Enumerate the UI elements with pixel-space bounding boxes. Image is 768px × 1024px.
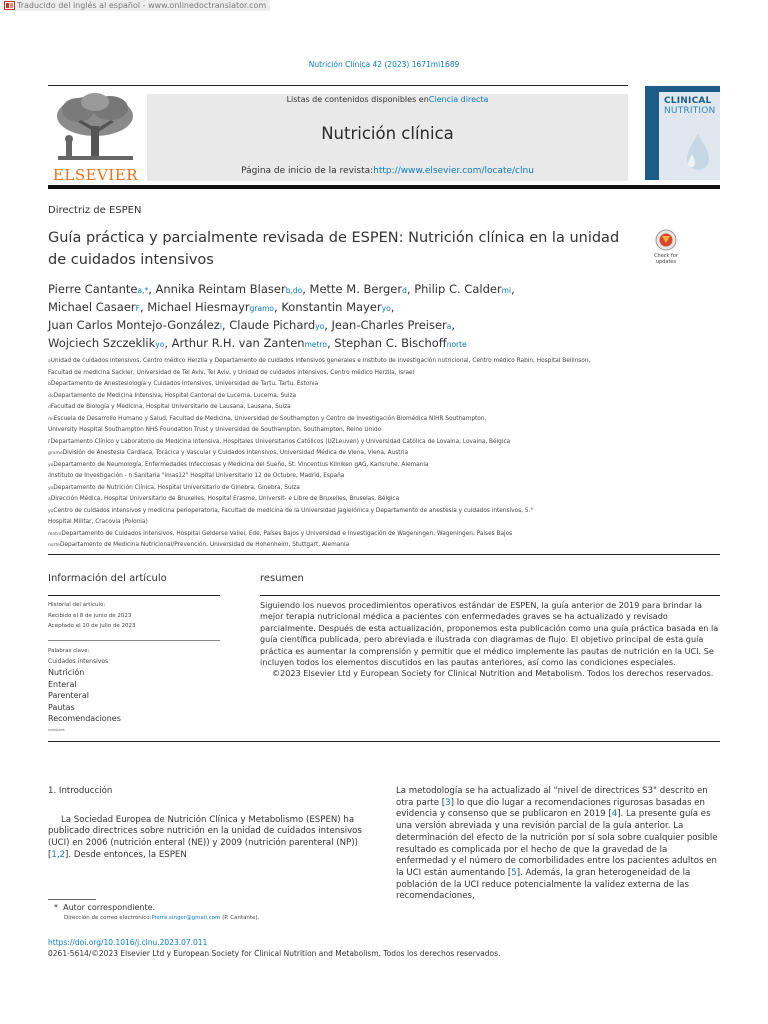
abstract-rule: [260, 595, 720, 596]
author-entry: [156, 282, 310, 296]
affiliation-text: Departamento de Anestesiología y Cuidados Intensivos, Universidad de Tartu, Tartu, Estonia: [50, 381, 319, 387]
affiliation-text: Dirección Médica, Hospital Universitario de Bruxelles, Hospital Erasme, Universit- e Libre de Bruxelles, Bruselas, Bélgica: [50, 496, 400, 502]
author-separator: ,: [139, 300, 148, 314]
keyword-item: Recomendaciones: [48, 714, 121, 723]
author-separator: ,: [511, 282, 515, 296]
abstract-body: [260, 600, 722, 680]
author-affiliation-mark[interactable]: a,*: [137, 286, 149, 295]
affiliation-text: Facultad de Biología y Medicina, Hospital Universitario de Lausana, Lausana, Suiza: [50, 404, 291, 410]
author-separator: ,: [406, 282, 415, 296]
author-affiliation-mark[interactable]: F: [135, 304, 140, 313]
author-name[interactable]: Jean-Charles Preiser: [331, 318, 447, 332]
author-separator: ,: [148, 282, 156, 296]
reference-link[interactable]: 2: [59, 849, 66, 860]
body-column-right: [396, 786, 720, 903]
journal-masthead: [147, 94, 628, 181]
author-entry: [172, 336, 335, 350]
author-entry: [332, 318, 456, 332]
affiliation-mark: mi: [48, 416, 54, 422]
text-run: ]. Además, la gran heterogeneidad de la población de la UCI reduce potencialmente la validez externa de las recomendaciones,: [396, 867, 691, 902]
affiliation-text: Hospital Militar, Cracovia (Polonia): [48, 519, 148, 525]
text-run: ]. La presente guía es una versión abreviada y una revisión parcial de la guía anterior. La determinación del efecto de la nutrición por sí sola sobre cualquier posible resultado es complicada por el hecho de que la gravedad de la enfermedad y el número de comorbilidades entre los pacientes adultos en la UCI están aumentando [: [396, 809, 718, 878]
affiliation-mark: a: [48, 359, 51, 364]
affiliation-text: Departamento de Nutrición Clínica, Hospital Universitario de Ginebra, Ginebra, Suiza: [53, 484, 300, 491]
affiliation-text: Unidad de cuidados intensivos, Centro médico Herzlia y Departamento de cuidados intensivos generales e Instituto de investigación nutricional, Centro médico Rabin, Hospital Beilinson,: [50, 358, 591, 364]
affiliation-mark: yo: [48, 485, 54, 491]
affiliation-text: Centro de cuidados intensivos y medicina perioperatoria, Facultad de medicina de la Universidad Jagielónica y Departamento de anestesia y cuidados intensivos, 5.°: [53, 507, 534, 514]
article-history: [48, 600, 136, 632]
keyword-item: Nutrición: [48, 668, 85, 677]
affiliation-item: [48, 425, 618, 437]
affiliation-item: [48, 460, 618, 472]
affiliation-mark: a: [48, 497, 51, 502]
text-run: ,: [56, 849, 60, 860]
affiliation-item: [48, 356, 618, 368]
author-entry: [310, 282, 415, 296]
affiliation-text: Departamento de Medicina Nutricional/Prevención, Universidad de Hohenheim, Stuttgart, Alemania: [60, 542, 350, 548]
issn-copyright-line: 0261-5614/©2023 Elsevier Ltd y European Society for Clinical Nutrition and Metabolism. Todos los derechos reservados.: [48, 949, 501, 958]
affiliation-item: [48, 506, 618, 518]
affiliation-mark: gramo: [48, 451, 63, 456]
abstract-heading: resumen: [260, 573, 304, 584]
keywords-label: Palabras clave:: [48, 648, 90, 654]
keywords-tail: nombres: [48, 726, 65, 732]
author-entry: [48, 282, 156, 296]
author-separator: ,: [326, 336, 335, 350]
affiliation-item: [48, 402, 618, 414]
affiliation-item: [48, 414, 618, 426]
text-run: La Sociedad Europea de Nutrición Clínica y Metabolismo (ESPEN) ha publicado directrices sobre nutrición en la unidad de cuidados intensivos (UCI) en 2006 (nutrición enteral (NE)) y 2009 (nutrición parenteral (NP)) [: [48, 814, 362, 860]
publisher-wordmark: ELSEVIER: [52, 166, 139, 184]
translation-banner[interactable]: [2, 0, 270, 11]
publisher-logo: [48, 92, 143, 184]
author-separator: ,: [274, 300, 282, 314]
cover-title-line1: CLINICAL: [664, 96, 712, 106]
check-updates-label: Check for updates: [654, 253, 678, 265]
author-entry: [334, 336, 466, 350]
tree-logo-icon: [48, 92, 143, 164]
author-list: [48, 281, 668, 353]
author-entry: [229, 318, 331, 332]
affiliation-item: [48, 379, 618, 391]
author-affiliation-mark[interactable]: i: [219, 322, 222, 331]
keyword-list: [48, 667, 121, 725]
abstract-copyright: ©2023 Elsevier Ltd y European Society for Clinical Nutrition and Metabolism. Todos los derechos reservados.: [272, 668, 714, 679]
author-name[interactable]: Michael Casaer: [48, 300, 136, 314]
author-name[interactable]: Michael Hiesmayr: [147, 300, 250, 314]
keyword-item: Pautas: [48, 702, 75, 712]
affiliation-item: [48, 517, 618, 529]
front-matter-rule: [48, 554, 720, 555]
body-column-left: [48, 786, 372, 862]
affiliation-mark: yo: [48, 462, 54, 468]
text-run: ] lo que dio lugar a recomendaciones rigurosas basadas en evidencia y consenso que se publicaron en 2019 [: [396, 797, 705, 820]
reference-link[interactable]: 1: [51, 849, 57, 860]
author-affiliation-mark[interactable]: yo: [315, 322, 325, 331]
correspondence-label: Autor correspondiente.: [63, 903, 156, 912]
author-name[interactable]: Pierre Cantante: [48, 282, 138, 296]
author-name[interactable]: Mette M. Berger: [309, 282, 403, 296]
author-name[interactable]: Arthur R.H. van Zanten: [171, 336, 305, 350]
affiliation-text: Escuela de Desarrollo Humano y Salud, Facultad de Medicina, Universidad de Southampton y Centro de Investigación Biomédica NIHR Southampton,: [53, 415, 487, 422]
doi-link[interactable]: https://doi.org/10.1016/j.clnu.2023.07.011: [48, 938, 208, 947]
intro-paragraph-left: [48, 815, 372, 862]
affiliation-item: [48, 483, 618, 495]
affiliation-text: Departamento de Medicina Intensiva, Hospital Cantonal de Lucerna, Lucerna, Suiza: [53, 392, 297, 399]
author-separator: ,: [164, 336, 172, 350]
reference-link[interactable]: 3: [445, 797, 451, 808]
affiliation-text: División de Anestesia Cardíaca, Torácica y Vascular y Cuidados Intensivos, Universidad Médica de Viena, Viena, Austria: [62, 450, 409, 456]
affiliation-mark: i: [48, 474, 50, 479]
affiliation-item: [48, 437, 618, 449]
front-matter-bottom-rule: [48, 741, 720, 742]
text-run: ]. Desde entonces, la ESPEN: [65, 849, 187, 860]
reference-link[interactable]: 5: [511, 867, 517, 878]
affiliation-item: [48, 540, 618, 552]
contents-prefix: Listas de contenidos disponibles en: [286, 95, 429, 104]
author-name[interactable]: Konstantin Mayer: [281, 300, 382, 314]
author-name[interactable]: Philip C. Calder: [414, 282, 502, 296]
translation-banner-text: Traducido del inglés al español - www.onlinedoctranslator.com: [17, 1, 267, 10]
author-email-link[interactable]: Pierre.singer@gmail.com: [151, 915, 221, 921]
journal-cover-thumbnail[interactable]: [645, 86, 720, 180]
reference-link[interactable]: 4: [611, 809, 618, 820]
affiliation-text: University Hospital Southampton NHS Foundation Trust y Universidad de Southampton, Southampton, Reino Unido: [48, 427, 382, 433]
masthead-rule: [48, 85, 628, 86]
abstract-paragraph: Siguiendo los nuevos procedimientos operativos estándar de ESPEN, la guía anterior de 2019 para brindar la mejor terapia nutricional médica a pacientes con enfermedades graves se ha actualizado y revisado parcialmente. Después de esta actualización, proponemos esta publicación como una guía práctica basada en la guía científica publicada, pero abreviada e ilustrada con diagramas de flujo. El objetivo principal de esta guía práctica es aumentar la comprensión y permitir que el médico implemente las pautas de nutrición en la UCI. Se incluyen todos los elementos discutidos en las pautas anteriores, así como las condiciones especiales.: [260, 600, 719, 668]
author-affiliation-mark[interactable]: d: [402, 286, 407, 295]
author-entry: [414, 282, 515, 296]
author-separator: ,: [221, 318, 230, 332]
email-footnote: [64, 915, 259, 921]
author-separator: ,: [451, 318, 456, 332]
author-separator: ,: [302, 282, 310, 296]
affiliation-mark: F: [48, 439, 51, 445]
affiliation-text: Instituto de Investigación - n Sanitaria "imas12" Hospital Universitario 12 de Octubre, Madrid, España: [49, 473, 345, 479]
author-affiliation-mark[interactable]: norte: [446, 340, 467, 349]
article-info-rule: [48, 595, 220, 596]
affiliation-mark: d: [48, 405, 51, 410]
author-entry: [48, 336, 172, 350]
keyword-first: Cuidados intensivos: [48, 657, 109, 665]
accepted-date: Aceptado el 10 de julio de 2023: [48, 623, 136, 629]
journal-citation[interactable]: Nutrición Clínica 42 (2023) 1671mi1689: [308, 60, 460, 69]
text-run: La metodología se ha actualizado al "nivel de directrices S3" descrito en otra parte [: [396, 786, 708, 808]
author-entry: [48, 318, 229, 332]
keyword-item: Enteral: [48, 679, 77, 689]
intro-paragraph-right: [396, 786, 720, 903]
author-affiliation-mark[interactable]: a: [446, 322, 452, 331]
article-info-heading: Información del artículo: [48, 573, 167, 584]
journal-homepage-link[interactable]: http://www.elsevier.com/locate/clnu: [373, 166, 534, 176]
article-info-divider: [48, 640, 220, 641]
affiliation-item: [48, 494, 618, 506]
affiliation-item: [48, 448, 618, 460]
affiliation-text: Departamento de Cuidados Intensivos, Hospital Gelderse Vallei, Ede, Países Bajos y Universidad e Investigación de Wageningen, Wageningen, Países Bajos: [61, 530, 513, 537]
cover-droplets-icon: [683, 132, 713, 172]
translate-icon: [4, 1, 15, 10]
email-suffix: (P. Cantante).: [222, 915, 260, 921]
author-name[interactable]: Annika Reintam Blaser: [155, 282, 286, 296]
article-type: Directriz de ESPEN: [48, 205, 142, 216]
homepage-line: [147, 166, 628, 176]
author-entry: [281, 300, 394, 314]
author-entry: [147, 300, 281, 314]
section-heading: 1. Introducción: [48, 786, 113, 796]
author-separator: ,: [324, 318, 332, 332]
affiliation-mark: b: [48, 382, 51, 387]
author-name[interactable]: Wojciech Szczeklik: [48, 336, 156, 350]
author-affiliation-mark[interactable]: b,do: [285, 286, 303, 295]
affiliation-mark: metro: [48, 531, 62, 537]
affiliation-item: [48, 391, 618, 403]
affiliation-item: [48, 471, 618, 483]
keywords-block: [48, 646, 121, 734]
email-label: Dirección de correo electrónico:: [64, 915, 152, 921]
science-direct-link[interactable]: Ciencia directa: [428, 95, 489, 104]
affiliation-item: [48, 529, 618, 541]
received-date: Recibido el 8 de junio de 2023: [48, 612, 132, 619]
affiliation-text: Departamento de Neumología, Enfermedades Infecciosas y Medicina del Sueño, St. Vincentius Kliniken gAG, Karlsruhe, Alemania: [53, 461, 429, 468]
author-affiliation-mark[interactable]: gramo: [249, 304, 275, 313]
author-name[interactable]: Claude Pichard: [229, 318, 316, 332]
cover-side-band: [645, 92, 659, 180]
affiliation-text: Facultad de medicina Sackler, Universidad de Tel Aviv, Tel Aviv, y Unidad de cuidados intensivos, Centro médico Herzlia, Israel: [48, 369, 415, 376]
affiliation-text: Departamento Clínico y Laboratorio de Medicina Intensiva, Hospitales Universitarios Católicos (UZLeuven) y Universidad Católica de Lovaina, Lovaina, Bélgica: [50, 438, 511, 445]
author-entry: [48, 300, 147, 314]
correspondence-footnote: [54, 903, 155, 912]
author-affiliation-mark[interactable]: metro: [304, 340, 327, 349]
article-title: Guía práctica y parcialmente revisada de ESPEN: Nutrición clínica en la unidad de cuidados intensivos: [48, 230, 620, 268]
affiliation-mark: norte: [48, 543, 60, 548]
cover-title-line2: NUTRITION: [664, 106, 716, 116]
author-affiliation-mark[interactable]: yo: [381, 304, 391, 313]
homepage-prefix: Página de inicio de la revista:: [241, 166, 374, 176]
footnote-rule: [48, 899, 96, 900]
author-affiliation-mark[interactable]: yo: [155, 340, 165, 349]
affiliation-item: [48, 368, 618, 380]
masthead-thick-rule: [48, 185, 720, 189]
author-separator: ,: [390, 300, 395, 314]
author-affiliation-mark[interactable]: mi: [501, 286, 512, 295]
affiliation-mark: do: [48, 393, 54, 399]
contents-line: [147, 95, 628, 104]
journal-title: Nutrición clínica: [321, 124, 454, 143]
author-name[interactable]: Stephan C. Bischoff: [334, 336, 447, 350]
affiliation-mark: yo: [48, 508, 54, 514]
author-name[interactable]: Juan Carlos Montejo-González: [48, 318, 220, 332]
check-updates-icon: [648, 229, 684, 253]
check-for-updates-badge[interactable]: [648, 229, 684, 267]
affiliation-list: [48, 356, 618, 552]
keyword-item: Parenteral: [48, 691, 89, 700]
footnote-star: *: [54, 903, 58, 912]
history-label: Historial del artículo:: [48, 602, 106, 608]
